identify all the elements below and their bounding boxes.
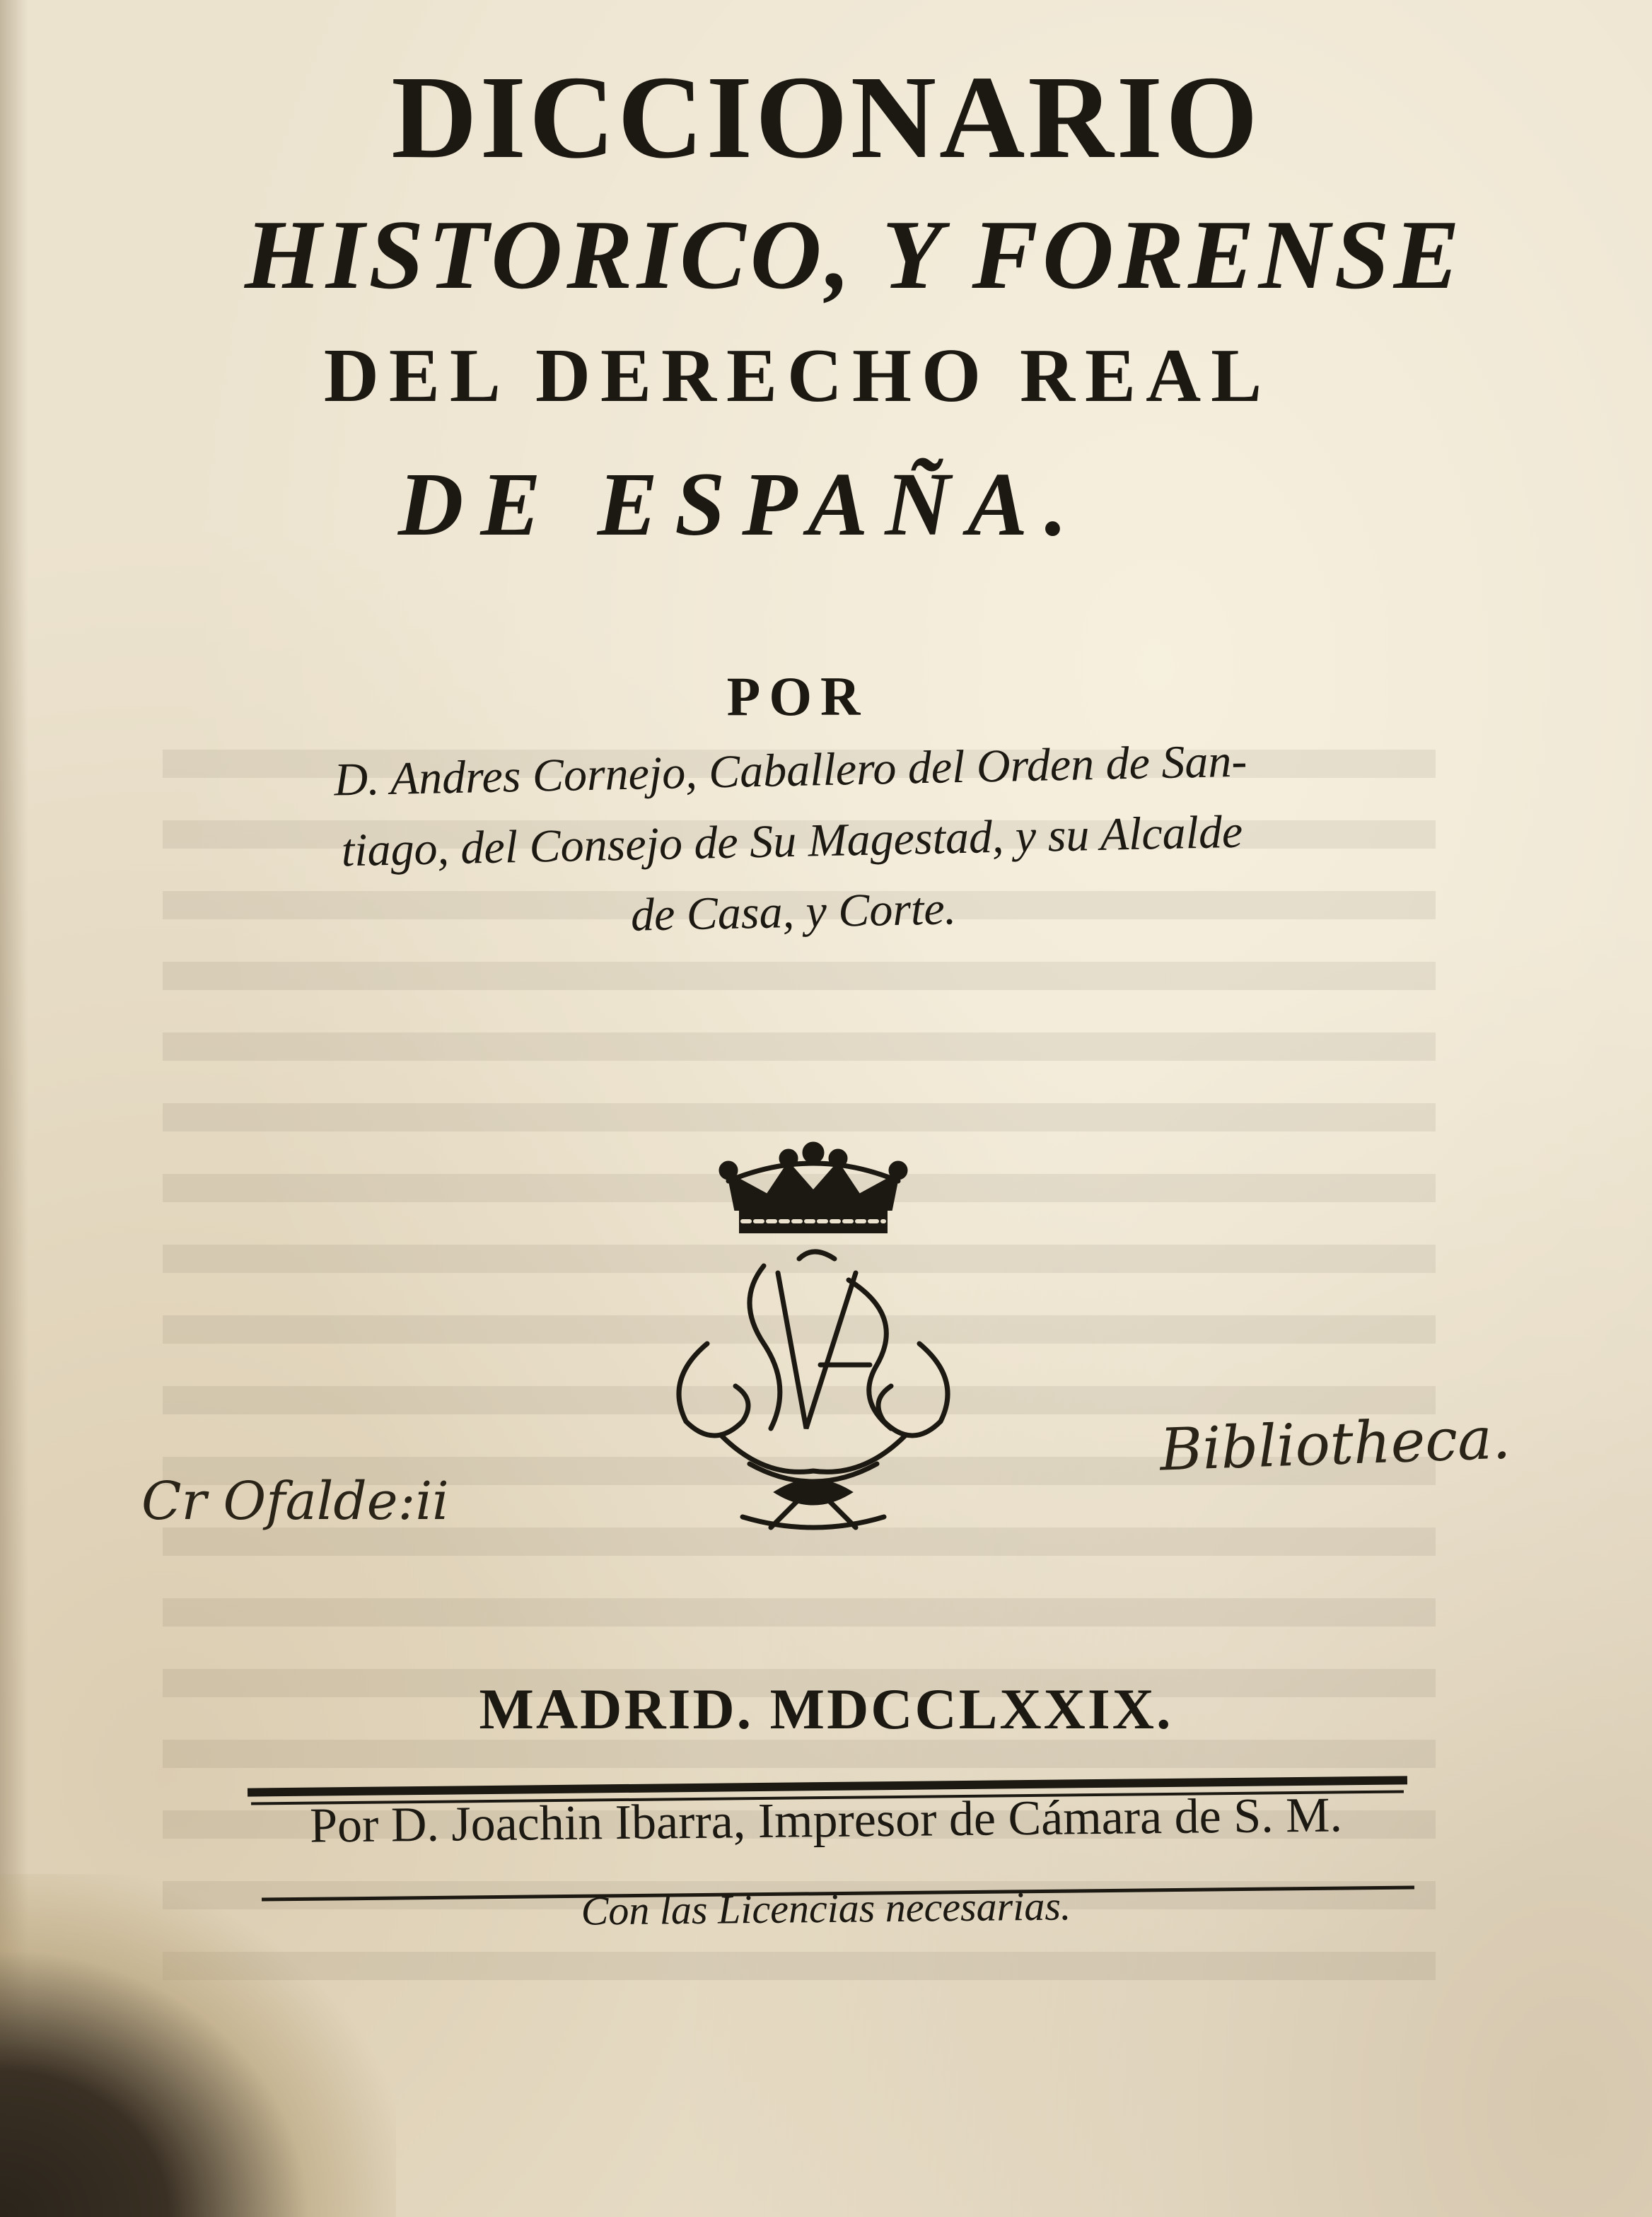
imprint-printer: Por D. Joachin Ibarra, Impresor de Cámara de S. M.	[309, 1788, 1343, 1854]
crowned-monogram-ornament-icon	[636, 1131, 990, 1542]
author-line-1: D. Andres Cornejo, Caballero del Orden de San-	[333, 735, 1248, 806]
title-line-2: HISTORICO, Y FORENSE	[244, 200, 1465, 310]
handwritten-note-right: Bibliotheca.	[1158, 1404, 1512, 1484]
imprint-city-year: MADRID. MDCCLXXIX.	[479, 1677, 1173, 1741]
title-line-3: DEL DERECHO REAL	[323, 334, 1272, 418]
by-label: POR	[726, 665, 869, 727]
title-line-1: DICCIONARIO	[391, 52, 1261, 183]
author-line-3: de Casa, y Corte.	[630, 883, 957, 941]
imprint-license: Con las Licencias necesarias.	[581, 1883, 1071, 1934]
author-line-2: tiago, del Consejo de Su Magestad, y su Alcalde	[341, 805, 1243, 877]
worn-corner	[0, 1874, 396, 2217]
author-statement	[182, 723, 1402, 960]
handwritten-note-left: Cr Ofalde:ii	[141, 1471, 449, 1532]
title-line-4: DE ESPAÑA.	[397, 454, 1085, 554]
